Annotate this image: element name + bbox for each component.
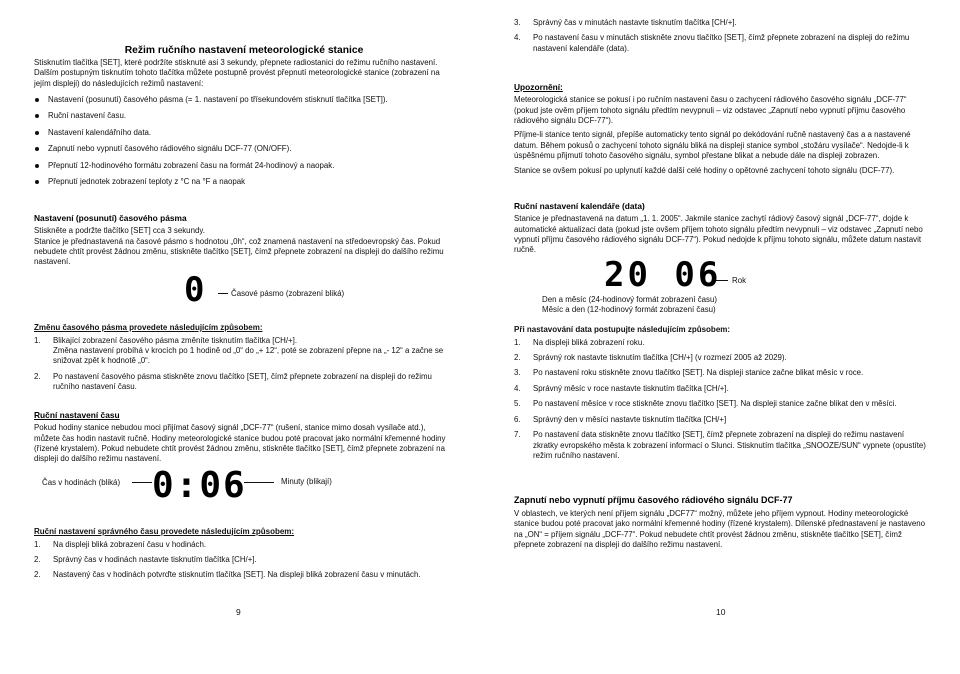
step-item bbox=[514, 384, 926, 394]
paragraph: Stanice je přednastavená na datum „1. 1. 2005“. Jakmile stanice zachytí rádiový časový signál „DCF-77“, dojde k automatické aktualizaci data (pokud jste ovšem příjem tohoto signálu předtím nevypnuli – viz odstavec „Zapnutí nebo vypnutí příjmu časového rádiového signálu DCF-77“). Pokud nedojde k příjmu tohoto signálu, můžete datum nastavit ručně. bbox=[514, 214, 923, 255]
list-item: Přepnutí jednotek zobrazení teploty z °C na °F a naopak bbox=[34, 177, 448, 187]
step-number: 1. bbox=[34, 539, 41, 549]
day-month-label: Den a měsíc (24-hodinový formát zobrazení času) bbox=[542, 295, 717, 304]
step-item bbox=[34, 336, 448, 367]
pointer-line bbox=[132, 482, 152, 483]
warning-section bbox=[514, 82, 926, 180]
step-item bbox=[34, 372, 448, 393]
pointer-line bbox=[244, 482, 274, 483]
step-text: Správný čas v hodinách nastavte tisknutím tlačítka [CH/+]. bbox=[53, 554, 257, 564]
paragraph: V oblastech, ve kterých není příjem signálu „DCF77“ možný, můžete jeho příjem vypnout. Hodiny meteorologické stanice budou poté pracovat jako normální křemenné hodiny (řízené krystalem). Dílenské přednastavení je nastaveno na „ON“ = příjem signálu „DCF-77“. Pokud nebudete chtít provést žádnou změnu, stiskněte tlačítko [SET], čímž přepnete zobrazení na displeji do dalšího režimu nastavení. bbox=[514, 508, 925, 550]
step-text: Po nastavení časového pásma stiskněte znovu tlačítko [SET], čímž přepnete zobrazení na displeji do režimu ručního nastavení času. bbox=[53, 371, 432, 392]
step-number: 2. bbox=[34, 554, 41, 564]
step-item bbox=[34, 540, 448, 550]
calendar-steps bbox=[514, 325, 926, 466]
steps-heading: Ruční nastavení správného času provedete následujícím způsobem: bbox=[34, 527, 295, 536]
list-item: Ruční nastavení času. bbox=[34, 111, 448, 121]
step-item bbox=[514, 18, 926, 28]
paragraph: Stiskněte a podržte tlačítko [SET] cca 3 sekundy. bbox=[34, 226, 205, 236]
section-heading: Nastavení (posunutí) časového pásma bbox=[34, 213, 187, 223]
calendar-section bbox=[514, 201, 926, 260]
lcd-display: 20 06 bbox=[604, 255, 722, 295]
paragraph: Pokud hodiny stanice nebudou moci přijímat časový signál „DCF-77“ (rušení, stanice mimo dosah vysílače atd.), můžete čas hodin nastavit ručně. Hodiny meteorologické stanice budou poté pracovat jako normální křemenné hodiny (řízené krystalem). Pokud nebudete chtít provést žádnou změnu, stiskněte tlačítko [SET], čímž přepnete zobrazení na displeji do dalšího režimu nastavení. bbox=[34, 423, 446, 464]
dcf-section bbox=[514, 495, 926, 555]
manual-time-section bbox=[34, 410, 448, 469]
intro-paragraph: Stisknutím tlačítka [SET], které podržíte stisknuté asi 3 sekundy, přepnete radiostanici do režimu ručního nastavení. Dalším postupným tisknutím tohoto tlačítka můžete postupně provést přepnutí meteorologické stanice (zobrazení na jejím displeji) do následujících režimů nastavení: bbox=[34, 58, 440, 88]
calendar-lcd-labels bbox=[542, 295, 922, 316]
step-number: 7. bbox=[514, 430, 521, 440]
time-steps bbox=[34, 527, 448, 586]
page-number: 10 bbox=[716, 607, 726, 617]
timezone-lcd-figure bbox=[184, 272, 444, 308]
step-item bbox=[514, 430, 926, 461]
step-number: 1. bbox=[514, 337, 521, 347]
hours-label: Čas v hodinách (bliká) bbox=[42, 478, 121, 487]
list-item: Nastavení kalendářního data. bbox=[34, 128, 448, 138]
list-item: Zapnutí nebo vypnutí časového rádiového signálu DCF-77 (ON/OFF). bbox=[34, 144, 448, 154]
warning-heading: Upozornění: bbox=[514, 82, 563, 92]
mode-list bbox=[34, 95, 448, 194]
step-number: 6. bbox=[514, 414, 521, 424]
step-item bbox=[514, 33, 926, 54]
step-text: Nastavený čas v hodinách potvrďte stisknutím tlačítka [SET]. Na displeji bliká zobrazení času v minutách. bbox=[53, 570, 421, 580]
step-item bbox=[34, 555, 448, 565]
step-text: Správný měsíc v roce nastavte tisknutím tlačítka [CH/+]. bbox=[533, 383, 729, 393]
steps-heading: Změnu časového pásma provedete následujícím způsobem: bbox=[34, 323, 263, 332]
month-day-label: Měsíc a den (12-hodinový formát zobrazení času) bbox=[542, 305, 716, 315]
time-steps-continued bbox=[514, 18, 926, 59]
step-item bbox=[34, 570, 448, 580]
paragraph: Stanice je přednastavená na časové pásmo s hodnotou „0h“, což znamená nastavení na středoevropský čas. Pokud nebudete chtít provést žádnou změnu, stiskněte tlačítko [SET], čímž přepnete zobrazení na displeji do dalšího režimu nastavení. bbox=[34, 236, 444, 267]
right-page bbox=[514, 0, 926, 674]
step-text: Po nastavení času v minutách stiskněte znovu tlačítko [SET], čímž přepnete zobrazení na displeji do režimu nastavení kalendáře (data). bbox=[533, 33, 910, 53]
step-text: Po nastavení měsíce v roce stiskněte znovu tlačítko [SET]. Na displeji stanice začne blikat den v měsíci. bbox=[533, 399, 897, 409]
steps-heading: Při nastavování data postupujte následujícím způsobem: bbox=[514, 325, 731, 334]
step-item bbox=[514, 399, 926, 409]
paragraph: Meteorologická stanice se pokusí i po ručním nastavení času o zachycení rádiového časového signálu „DCF-77“ (pokud jste ověm příjem tohoto signálu předtím nevypnuli – viz odstavec „Zapnutí nebo vypnutí příjmu časového rádiového signálu DCF-77“). bbox=[514, 95, 907, 125]
step-text: Správný den v měsíci nastavte tisknutím tlačítka [CH/+] bbox=[533, 414, 727, 424]
pointer-line bbox=[218, 293, 228, 294]
paragraph: Stanice se ovšem pokusí po uplynutí každé další celé hodiny o opětovné zachycení tohoto signálu (DCF-77). bbox=[514, 165, 895, 175]
step-item bbox=[514, 338, 926, 348]
calendar-lcd-figure bbox=[604, 255, 844, 295]
lcd-display: 0:06 bbox=[152, 465, 247, 506]
step-number: 1. bbox=[34, 335, 41, 345]
timezone-steps bbox=[34, 323, 448, 398]
step-number: 3. bbox=[514, 18, 521, 27]
left-page bbox=[34, 0, 446, 674]
step-text: Na displeji bliká zobrazení roku. bbox=[533, 337, 645, 347]
step-item bbox=[514, 415, 926, 425]
section-heading: Ruční nastavení času bbox=[34, 410, 120, 420]
step-text: Po nastavení roku stiskněte znovu tlačítko [SET]. Na displeji stanice začne blikat měsíc v roce. bbox=[533, 368, 864, 378]
step-text: Blikající zobrazení časového pásma změníte tisknutím tlačítka [CH/+]. bbox=[53, 335, 298, 345]
step-number: 5. bbox=[514, 399, 521, 409]
step-item bbox=[514, 368, 926, 378]
step-number: 3. bbox=[514, 368, 521, 378]
time-lcd-figure bbox=[34, 465, 448, 506]
lcd-display: 0 bbox=[184, 270, 206, 310]
section-heading: Ruční nastavení kalendáře (data) bbox=[514, 201, 645, 211]
page-number: 9 bbox=[236, 607, 241, 617]
step-item bbox=[514, 353, 926, 363]
lcd-label: Časové pásmo (zobrazení bliká) bbox=[231, 289, 345, 298]
year-label: Rok bbox=[732, 276, 747, 285]
minutes-label: Minuty (blikají) bbox=[281, 477, 332, 486]
page-title: Režim ručního nastavení meteorologické stanice bbox=[124, 45, 364, 56]
step-number: 2. bbox=[34, 570, 41, 580]
step-number: 4. bbox=[514, 33, 521, 43]
step-number: 2. bbox=[34, 371, 41, 381]
step-text: Po nastavení data stiskněte znovu tlačítko [SET], čímž přepnete zobrazení na displeji do režimu nastavení zkratky evropského města k zobrazení informací o Slunci. Stisknutím tlačítka „SNOOZE/SUN“ vypnete (opustíte) režim ručního nastavení. bbox=[533, 430, 926, 460]
list-item: Přepnutí 12-hodinového formátu zobrazení času na formát 24-hodinový a naopak. bbox=[34, 161, 448, 171]
timezone-section bbox=[34, 213, 448, 272]
step-number: 4. bbox=[514, 383, 521, 393]
step-text: Správný rok nastavte tisknutím tlačítka [CH/+] (v rozmezí 2005 až 2029). bbox=[533, 352, 787, 362]
section-heading: Zapnutí nebo vypnutí příjmu časového rádiového signálu DCF-77 bbox=[514, 495, 793, 505]
step-text: Změna nastavení probíhá v krocích po 1 hodině od „0“ do „+ 12“, poté se zobrazení přepne na „- 12“ a začne se snižovat zpět k hodnotě „0“. bbox=[53, 345, 444, 366]
step-number: 2. bbox=[514, 352, 521, 362]
step-text: Správný čas v minutách nastavte tisknutím tlačítka [CH/+]. bbox=[533, 18, 737, 27]
pointer-line bbox=[716, 280, 728, 281]
step-text: Na displeji bliká zobrazení času v hodinách. bbox=[53, 539, 207, 549]
paragraph: Příjme-li stanice tento signál, přepíše automaticky tento signál po dekódování ručně nastavený čas a a nastavené datum. Během pokusů o zachycení tohoto signálu bliká na displeji stanice symbol „stožáru vysílače“. Nedojde-li k úspěšnému přijmutí tohoto časového signálu, symbol přestane blikat a nebude dále na displeji zobrazen. bbox=[514, 130, 911, 161]
list-item: Nastavení (posunutí) časového pásma (= 1. nastavení po třísekundovém stisknutí tlačítka [SET]). bbox=[34, 95, 448, 105]
